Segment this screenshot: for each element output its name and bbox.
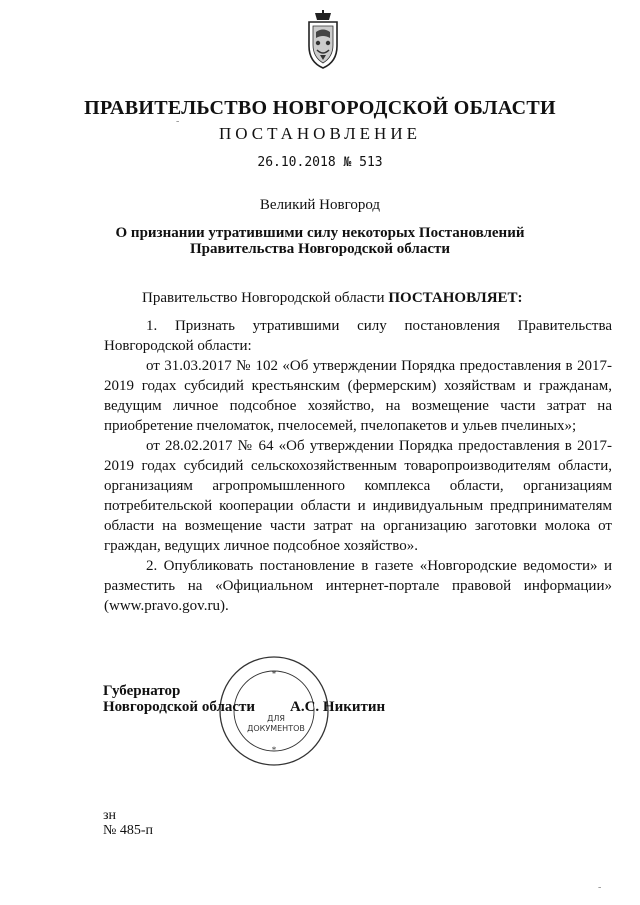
coat-of-arms-icon [303, 10, 343, 72]
date-number: 26.10.2018 № 513 [257, 155, 383, 170]
stamp-label [246, 714, 306, 734]
subject-line-1: О признании утратившими силу некоторых Постановлений [115, 225, 525, 241]
city: Великий Новгород [259, 197, 381, 213]
stamp-label-line-1: ДЛЯ [267, 714, 285, 723]
footer-number: № 485-п [103, 823, 154, 838]
intro-paragraph [142, 288, 612, 308]
stamp-label-line-2: ДОКУМЕНТОВ [247, 724, 305, 733]
signature-title [103, 683, 255, 715]
signature-title-line-1: Губернатор [103, 683, 181, 699]
document-type: ПОСТАНОВЛЕНИЕ [218, 124, 421, 143]
intro-text: Правительство Новгородской области [142, 290, 389, 306]
footer-code: зн [103, 808, 117, 823]
subject-line-2: Правительства Новгородской области [189, 241, 451, 257]
scan-mark: - [176, 116, 180, 127]
item-1: 1. Признать утратившими силу постановления Правительства Новгородской области: [104, 318, 612, 354]
footer-reference [103, 808, 153, 838]
intro-resolves: ПОСТАНОВЛЯЕТ: [388, 290, 523, 306]
item-1-b: от 28.02.2017 № 64 «Об утверждении Порядка предоставления в 2017-2019 годах субсидий сельскохозяйственным товаропроизводителям области, организациям агропромышленного комплекса области, организациям потребительской кооперации области и индивидуальным предпринимателям области на возмещение части затрат на организацию заготовки молока от граждан, ведущих личное подсобное хозяйство». [104, 438, 612, 554]
document-subject [60, 225, 580, 257]
document-body [104, 288, 612, 616]
signature-title-line-2: Новгородской области [103, 699, 256, 715]
svg-text:*: * [271, 745, 277, 755]
government-name: ПРАВИТЕЛЬСТВО НОВГОРОДСКОЙ ОБЛАСТИ [84, 97, 556, 119]
svg-text:*: * [271, 669, 277, 679]
item-1-a: от 31.03.2017 № 102 «Об утверждении Порядка предоставления в 2017-2019 годах субсидий крестьянским (фермерским) хозяйствам и гражданам, ведущим личное подсобное хозяйство, на возмещение части затрат на приобретение пчеломаток, пчелосемей, пчелопакетов и ульев пчелиных»; [104, 358, 612, 434]
signature-name: А.С. Никитин [290, 699, 386, 715]
scan-mark: - [598, 882, 602, 893]
item-2: 2. Опубликовать постановление в газете «Новгородские ведомости» и разместить на «Официальном интернет-портале правовой информации» (www.pravo.gov.ru). [104, 558, 612, 614]
